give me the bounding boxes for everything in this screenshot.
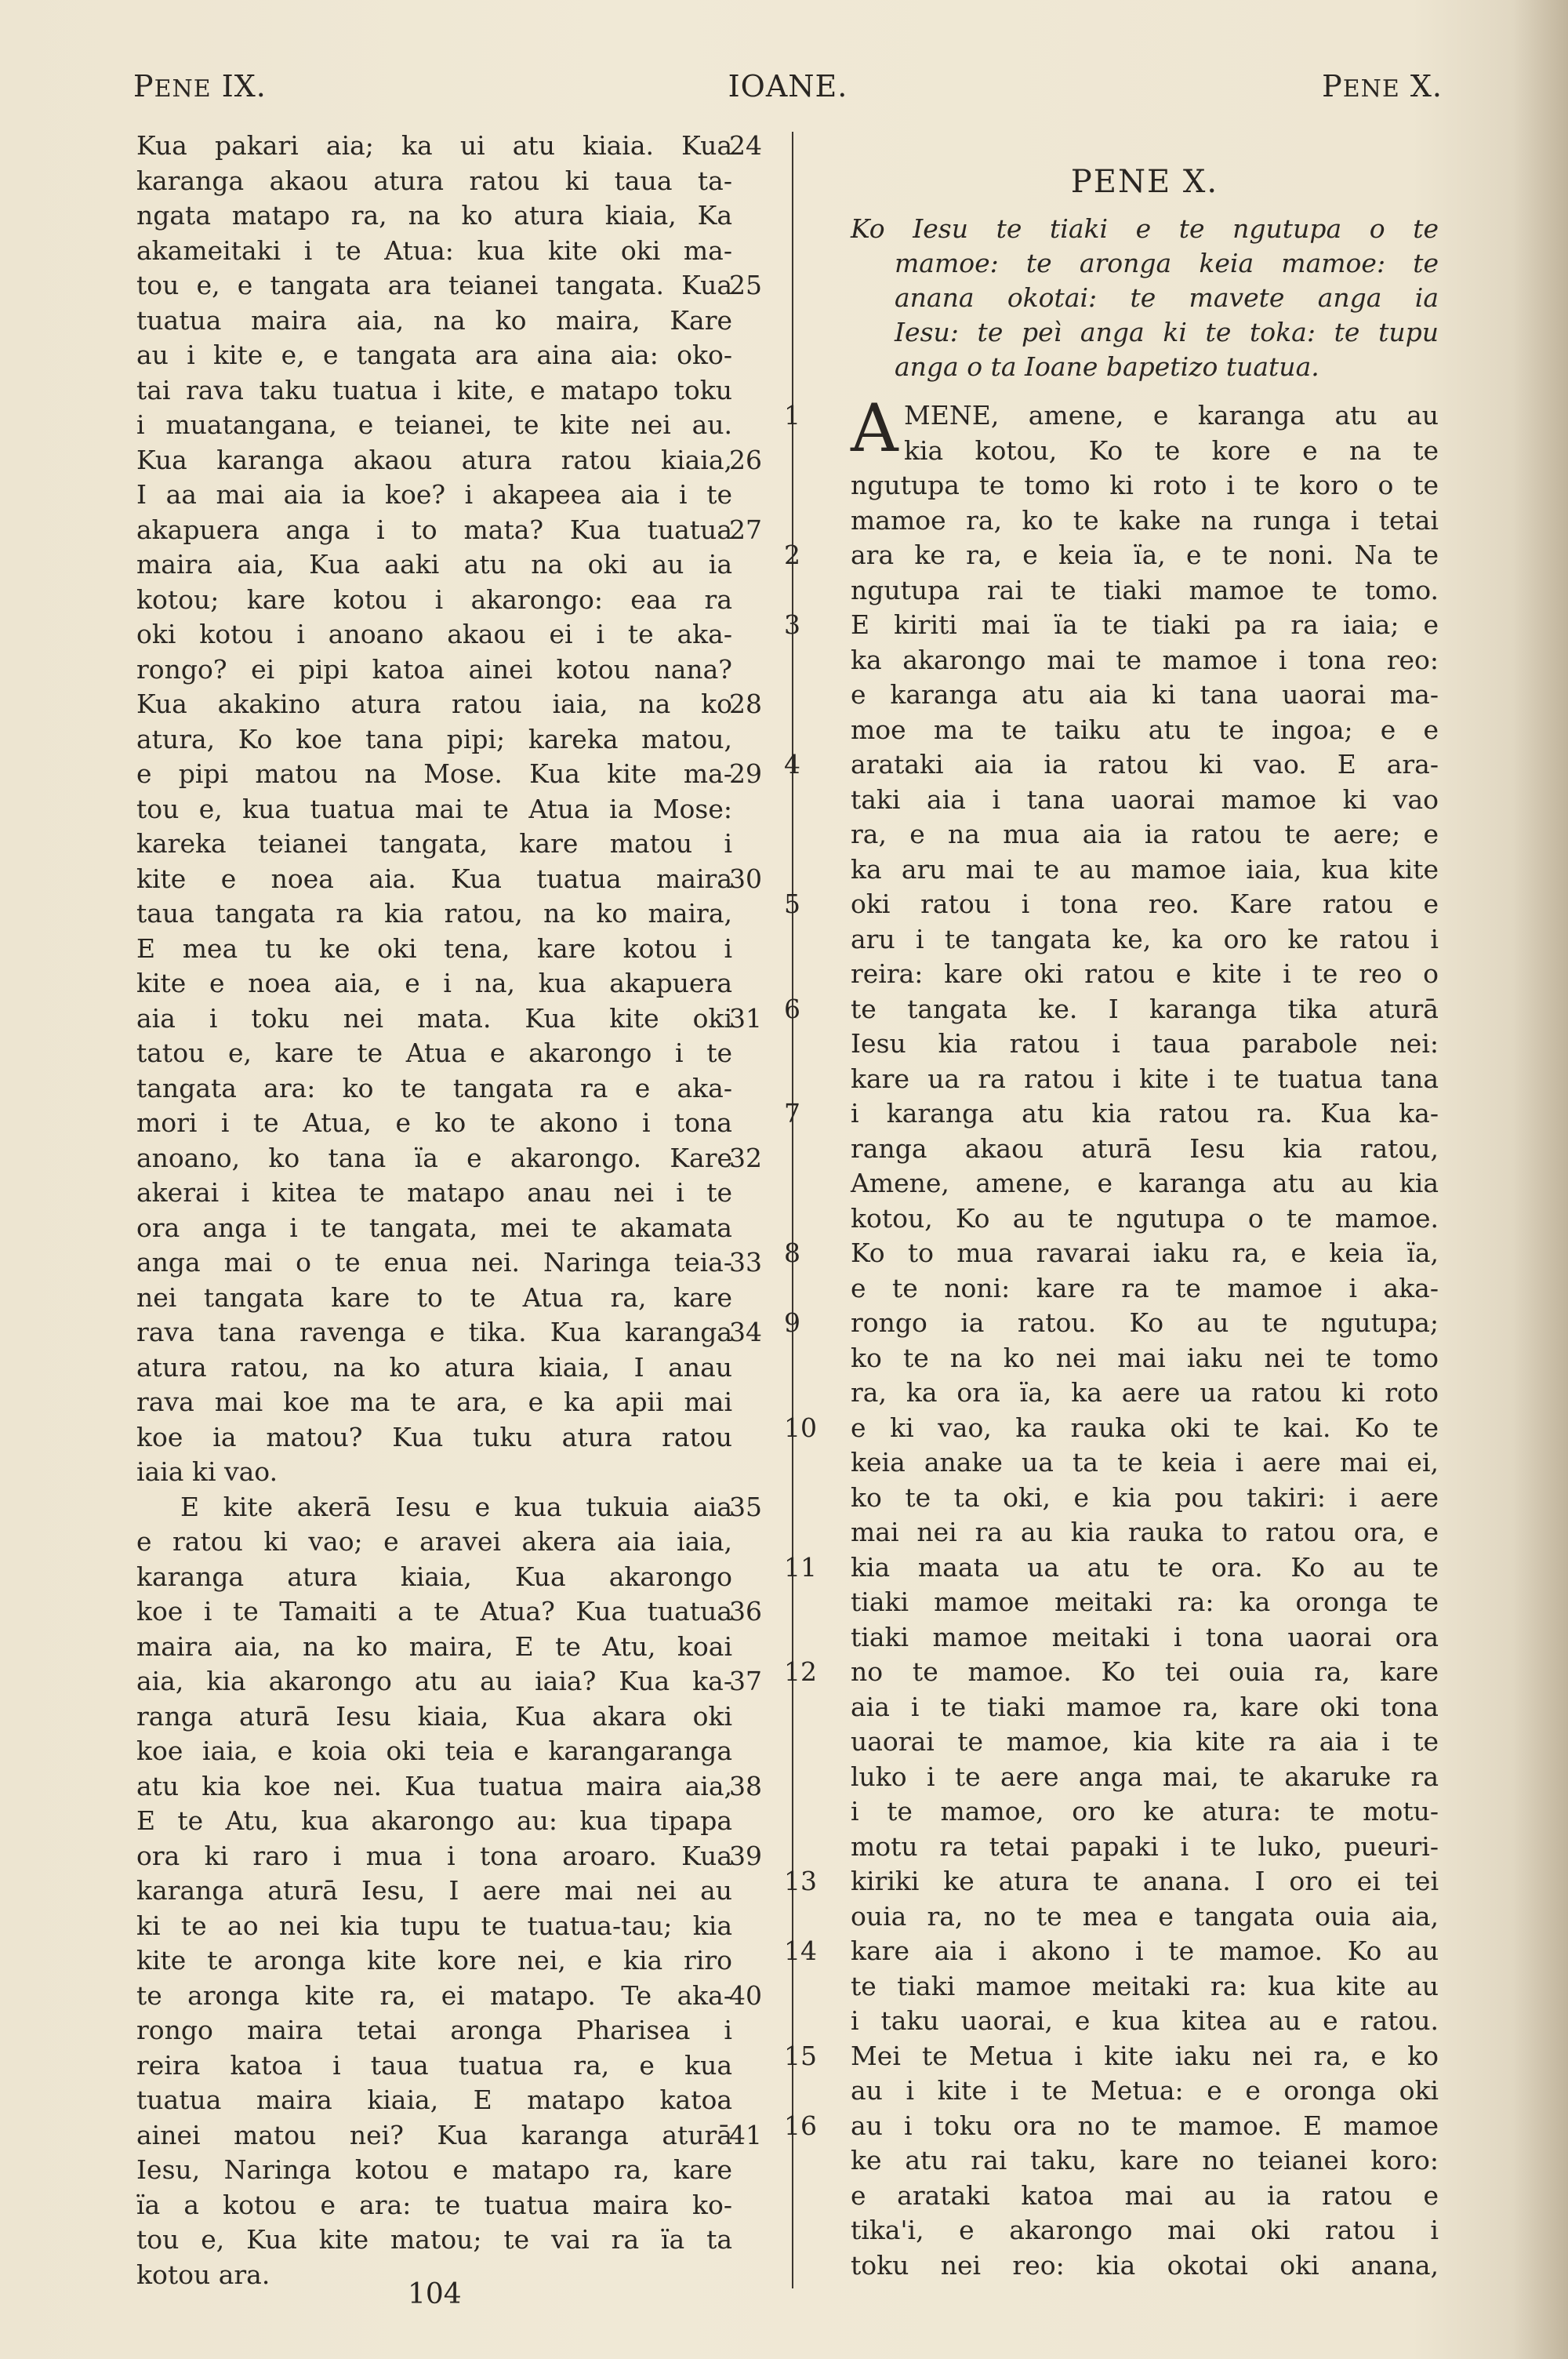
line-text: te tiaki mamoe meitaki ra: kua kite au	[851, 1970, 1439, 2001]
summary-line: anana okotai: te mavete anga ia	[895, 282, 1439, 313]
verse-number: 24	[729, 130, 762, 161]
text-line	[784, 1306, 1439, 1341]
line-text: koe ia matou? Kua tuku atura ratou	[136, 1421, 732, 1452]
header-left-prefix: P	[133, 69, 154, 104]
line-text: e pipi matou na Mose. Kua kite ma-	[136, 758, 732, 789]
line-text: Kua akakino atura ratou iaia, na ko	[136, 689, 732, 719]
text-line	[136, 687, 762, 722]
line-text: tou e, Kua kite matou; te vai ra ïa ta	[136, 2224, 732, 2255]
verse-number: 33	[729, 1247, 762, 1278]
verse-number: 2	[784, 540, 800, 570]
text-line	[136, 1734, 732, 1769]
line-text: akapuera anga i to mata? Kua tuatua	[136, 514, 732, 545]
line-text: no te mamoe. Ko tei ouia ra, kare	[851, 1656, 1439, 1687]
verse-number: 36	[729, 1596, 762, 1627]
text-line	[851, 1969, 1439, 2005]
text-line	[136, 1036, 732, 1071]
line-text: e ratou ki vao; e aravei akera aia iaia,	[136, 1526, 732, 1557]
text-line	[784, 1096, 1439, 1132]
line-text: koe iaia, e koia oki teia e karangaranga	[136, 1736, 732, 1766]
verse-number: 40	[729, 1979, 762, 2011]
text-line	[851, 1585, 1439, 1620]
line-text: anoano, ko tana ïa e akarongo. Kare	[136, 1142, 732, 1173]
verse-number: 15	[784, 2040, 817, 2071]
line-text: Ko to mua ravarai iaku ra, e keia ïa,	[851, 1238, 1439, 1268]
text-line	[136, 1176, 732, 1211]
line-text: kotou; kare kotou i akarongo: eaa ra	[136, 583, 732, 615]
text-line	[851, 678, 1439, 713]
text-line	[851, 2179, 1439, 2214]
verse-number: 26	[729, 444, 762, 475]
line-text: reira: kare oki ratou e kite i te reo o	[851, 958, 1439, 989]
verse-line	[851, 434, 1439, 469]
line-text: maira aia, Kua aaki atu na oki au ia	[136, 549, 732, 580]
line-text: rongo ia ratou. Ko au te ngutupa;	[851, 1307, 1439, 1338]
text-line	[136, 1630, 732, 1665]
line-text: ko te ta oki, e kia pou takiri: i aere	[851, 1481, 1439, 1513]
text-line	[136, 583, 732, 618]
line-text: reira katoa i taua tuatua ra, e kua	[136, 2049, 732, 2081]
text-line	[851, 2143, 1439, 2179]
text-line	[851, 922, 1439, 958]
line-text: oki ratou i tona reo. Kare ratou e	[851, 889, 1439, 919]
text-line	[851, 1271, 1439, 1307]
text-line	[136, 1804, 732, 1839]
verse-number: 7	[784, 1098, 800, 1129]
text-line	[784, 1655, 1439, 1690]
text-line	[136, 1455, 732, 1490]
line-text: anga mai o te enua nei. Naringa teia-	[136, 1247, 732, 1278]
text-line	[136, 827, 732, 862]
line-text: au i kite i te Metua: e e oronga oki	[851, 2075, 1439, 2106]
text-line	[784, 2039, 1439, 2074]
verse-number: 16	[784, 2110, 817, 2141]
text-line	[851, 957, 1439, 992]
text-line	[136, 268, 762, 304]
line-text: atura, Ko koe tana pipi; kareka matou,	[136, 723, 732, 754]
line-text: ara ke ra, e keia ïa, e te noni. Na te	[851, 540, 1439, 570]
line-text: kia maata ua atu te ora. Ko au te	[851, 1551, 1439, 1583]
line-text: maira aia, na ko maira, E te Atu, koai	[136, 1630, 732, 1662]
line-text: ra, e na mua aia ia ratou te aere; e	[851, 819, 1439, 849]
text-line	[851, 2213, 1439, 2248]
line-text: karanga akaou atura ratou ki taua ta-	[136, 165, 732, 196]
verse-number: 38	[729, 1770, 762, 1801]
text-line	[136, 1909, 732, 1944]
text-line	[784, 992, 1439, 1027]
running-header	[133, 69, 1443, 116]
text-line	[851, 1062, 1439, 1097]
text-line	[136, 1979, 762, 2014]
line-text: motu ra tetai papaki i te luko, pueuri-	[851, 1830, 1439, 1862]
text-line	[136, 896, 732, 932]
line-text: taki aia i tana uaorai mamoe ki vao	[851, 783, 1439, 815]
line-text: e arataki katoa mai au ia ratou e	[851, 2179, 1439, 2211]
verse-number: 1	[784, 400, 800, 431]
text-line	[851, 503, 1439, 539]
line-text: ki te ao nei kia tupu te tuatua-tau; kia	[136, 1910, 732, 1941]
line-text: E mea tu ke oki tena, kare kotou i	[136, 932, 732, 964]
line-text: tai rava taku tuatua i kite, e matapo toku	[136, 374, 732, 405]
summary-line: anga o ta Ioane bapetizo tuatua.	[895, 351, 1319, 382]
summary-line: Ko Iesu te tiaki e te ngutupa o te	[851, 213, 1439, 244]
text-line	[784, 608, 1439, 643]
text-line	[136, 2083, 732, 2118]
text-line	[136, 1211, 732, 1246]
line-text: Kua pakari aia; ka ui atu kiaia. Kua	[136, 130, 732, 161]
page-number: 104	[408, 2278, 462, 2310]
text-line	[136, 234, 732, 269]
text-line	[784, 538, 1439, 573]
text-line	[136, 547, 732, 583]
line-text: rava tana ravenga e tika. Kua karanga	[136, 1317, 732, 1347]
line-text: rongo maira tetai aronga Pharisea i	[136, 2015, 732, 2045]
line-text: I aa mai aia ia koe? i akapeea aia i te	[136, 479, 732, 510]
verse-text: MENE, amene, e karanga atu au	[904, 400, 1439, 431]
line-text: ngata matapo ra, na ko atura kiaia, Ka	[136, 200, 732, 231]
text-line	[851, 643, 1439, 678]
verse-number: 39	[729, 1840, 762, 1871]
text-line	[136, 2188, 732, 2223]
line-text: karanga atura kiaia, Kua akarongo	[136, 1561, 732, 1592]
line-text: iaia ki vao.	[136, 1456, 278, 1487]
text-line	[851, 817, 1439, 852]
line-text: ïa a kotou e ara: te tuatua maira ko-	[136, 2189, 732, 2220]
text-line	[851, 1515, 1439, 1550]
header-left-small: ENE	[154, 75, 212, 103]
line-text: atura ratou, na ko atura kiaia, I anau	[136, 1351, 732, 1383]
verse-number: 29	[729, 758, 762, 789]
line-text: Mei te Metua i kite iaku nei ra, e ko	[851, 2040, 1439, 2071]
line-text: ka aru mai te au mamoe iaia, kua kite	[851, 853, 1439, 885]
text-line	[136, 1141, 762, 1176]
line-text: ko te na ko nei mai iaku nei te tomo	[851, 1342, 1439, 1373]
right-column-lines	[784, 468, 1439, 2283]
line-text: ke atu rai taku, kare no teianei koro:	[851, 2145, 1439, 2175]
line-text: i karanga atu kia ratou ra. Kua ka-	[851, 1098, 1439, 1129]
line-text: Iesu kia ratou i taua parabole nei:	[851, 1028, 1439, 1059]
line-text: akameitaki i te Atua: kua kite oki ma-	[136, 234, 732, 266]
text-line	[136, 1839, 762, 1874]
line-text: i taku uaorai, e kua kitea au e ratou.	[851, 2005, 1439, 2036]
verse-number: 30	[729, 863, 762, 894]
text-line	[136, 1001, 762, 1037]
line-text: tiaki mamoe meitaki i tona uaorai ora	[851, 1621, 1439, 1652]
drop-cap: A	[851, 390, 898, 467]
verse-number: 3	[784, 609, 800, 640]
line-text: aia i te tiaki mamoe ra, kare oki tona	[851, 1691, 1439, 1722]
text-line	[851, 1166, 1439, 1201]
left-column	[136, 129, 762, 2292]
line-text: aru i te tangata ke, ka oro ke ratou i	[851, 923, 1439, 954]
text-line	[136, 1350, 732, 1386]
line-text: tiaki mamoe meitaki ra: ka oronga te	[851, 1587, 1439, 1617]
text-line	[851, 1725, 1439, 1760]
line-text: kite te aronga kite kore nei, e kia riro	[136, 1945, 732, 1976]
verse-text: kia kotou, Ko te kore e na te	[904, 434, 1439, 466]
text-line	[136, 1281, 732, 1316]
line-text: au i toku ora no te mamoe. E mamoe	[851, 2110, 1439, 2141]
line-text: tangata ara: ko te tangata ra e aka-	[136, 1072, 732, 1103]
verse-number: 35	[729, 1491, 762, 1522]
line-text: ranga akaou aturā Iesu kia ratou,	[851, 1132, 1439, 1164]
page-edge-shadow	[1513, 0, 1568, 2359]
header-right-small: ENE	[1342, 75, 1400, 103]
header-right-num: X.	[1410, 69, 1443, 104]
header-center: IOANE.	[728, 69, 848, 104]
text-line	[136, 966, 732, 1001]
verse-number: 5	[784, 889, 800, 919]
line-text: kiriki ke atura te anana. I oro ei tei	[851, 1866, 1439, 1896]
verse-number: 37	[729, 1666, 762, 1696]
verse-number: 41	[729, 2119, 762, 2150]
chapter-title: PENE X.	[1070, 164, 1219, 200]
line-text: luko i te aere anga mai, te akaruke ra	[851, 1761, 1439, 1792]
verse-number: 32	[729, 1142, 762, 1173]
text-line	[136, 2118, 762, 2154]
text-line	[136, 304, 732, 339]
summary-line: Iesu: te peì anga ki te toka: te tupu	[895, 317, 1439, 347]
text-line	[136, 373, 732, 409]
text-line	[136, 757, 762, 792]
line-text: mamoe ra, ko te kake na runga i tetai	[851, 504, 1439, 536]
line-text: nei tangata kare to te Atua ra, kare	[136, 1281, 732, 1313]
text-line	[851, 1341, 1439, 1376]
text-line	[136, 338, 732, 373]
line-text: aia, kia akarongo atu au iaia? Kua ka-	[136, 1666, 732, 1696]
text-line	[851, 1899, 1439, 1935]
line-text: moe ma te taiku atu te ingoa; e e	[851, 714, 1439, 745]
text-line	[851, 1445, 1439, 1481]
text-line	[136, 1699, 732, 1735]
line-text: E te Atu, kua akarongo au: kua tipapa	[136, 1805, 732, 1836]
line-text: taua tangata ra kia ratou, na ko maira,	[136, 898, 732, 929]
text-line	[136, 164, 732, 199]
text-line	[136, 443, 762, 478]
line-text: atu kia koe nei. Kua tuatua maira aia,	[136, 1770, 732, 1801]
summary-line: mamoe: te aronga keia mamoe: te	[895, 248, 1439, 278]
line-text: tou e, e tangata ara teianei tangata. Kua	[136, 270, 732, 300]
line-text: aia i toku nei mata. Kua kite oki	[136, 1002, 732, 1034]
line-text: akerai i kitea te matapo anau nei i te	[136, 1177, 732, 1208]
text-line	[851, 1690, 1439, 1725]
line-text: ngutupa rai te tiaki mamoe te tomo.	[851, 574, 1439, 605]
line-text: tatou e, kare te Atua e akarongo i te	[136, 1038, 732, 1068]
header-right	[1322, 69, 1443, 104]
text-line	[851, 2074, 1439, 2109]
right-column	[784, 129, 1439, 2283]
line-text: oki kotou i anoano akaou ei i te aka-	[136, 619, 732, 649]
text-line	[851, 1376, 1439, 1411]
verse-number: 25	[729, 270, 762, 300]
text-line	[851, 783, 1439, 818]
text-line	[136, 129, 762, 164]
line-text: Iesu, Naringa kotou e matapo ra, kare	[136, 2154, 732, 2185]
text-line	[851, 852, 1439, 888]
text-line	[136, 2013, 732, 2048]
text-line	[784, 1864, 1439, 1899]
verse-number: 12	[784, 1656, 817, 1687]
text-line	[136, 1594, 762, 1630]
line-text: E kite akerā Iesu e kua tukuia aia	[180, 1491, 732, 1522]
verse-number: 14	[784, 1936, 817, 1966]
line-text: keia anake ua ta te keia i aere mai ei,	[851, 1447, 1439, 1478]
text-line	[136, 1769, 762, 1805]
text-line	[851, 1027, 1439, 1062]
text-line	[136, 478, 732, 513]
line-text: kotou ara.	[136, 2259, 270, 2290]
line-text: kite e noea aia, e i na, kua akapuera	[136, 968, 732, 998]
text-line	[136, 932, 732, 967]
line-text: te aronga kite ra, ei matapo. Te aka-	[136, 1979, 732, 2011]
text-line	[136, 1420, 732, 1456]
verse-number: 13	[784, 1866, 817, 1896]
line-text: e ki vao, ka rauka oki te kai. Ko te	[851, 1412, 1439, 1443]
line-text: Kua karanga akaou atura ratou kiaia,	[136, 444, 732, 475]
text-line	[851, 468, 1439, 503]
header-left-num: IX.	[221, 69, 267, 104]
text-line	[851, 1620, 1439, 1656]
text-line	[136, 862, 762, 897]
line-text: ainei matou nei? Kua karanga aturā	[136, 2119, 732, 2150]
chapter-summary	[851, 212, 1439, 384]
line-text: au i kite e, e tangata ara aina aia: oko-	[136, 340, 732, 370]
line-text: i te mamoe, oro ke atura: te motu-	[851, 1796, 1439, 1826]
text-line	[136, 2223, 732, 2258]
line-text: toku nei reo: kia okotai oki anana,	[851, 2249, 1439, 2281]
line-text: e te noni: kare ra te mamoe i aka-	[851, 1272, 1439, 1303]
line-text: koe i te Tamaiti a te Atua? Kua tuatua	[136, 1596, 732, 1627]
verse-number: 9	[784, 1307, 800, 1338]
text-line	[784, 1411, 1439, 1446]
line-text: ora anga i te tangata, mei te akamata	[136, 1212, 732, 1243]
line-text: kite e noea aia. Kua tuatua maira	[136, 863, 732, 894]
text-line	[851, 1481, 1439, 1516]
text-line	[784, 1550, 1439, 1586]
line-text: rongo? ei pipi katoa ainei kotou nana?	[136, 653, 732, 685]
line-text: e karanga atu aia ki tana uaorai ma-	[851, 679, 1439, 710]
text-line	[136, 198, 732, 234]
line-text: kare aia i akono i te mamoe. Ko au	[851, 1936, 1439, 1966]
text-line	[851, 1132, 1439, 1167]
verse-number: 6	[784, 993, 800, 1024]
line-text: ranga aturā Iesu kiaia, Kua akara oki	[136, 1700, 732, 1732]
verse-number: 4	[784, 749, 800, 780]
line-text: kareka teianei tangata, kare matou i	[136, 828, 732, 859]
text-line	[851, 1760, 1439, 1795]
line-text: rava mai koe ma te ara, e ka apii mai	[136, 1387, 732, 1417]
text-line	[136, 513, 762, 548]
verse-number: 31	[729, 1002, 762, 1034]
line-text: tuatua maira kiaia, E matapo katoa	[136, 2085, 732, 2115]
line-text: mori i te Atua, e ko te akono i tona	[136, 1107, 732, 1138]
text-line	[136, 1245, 762, 1281]
verse-number: 27	[729, 514, 762, 545]
text-line	[136, 1560, 732, 1595]
text-line	[136, 722, 732, 758]
line-text: kotou, Ko au te ngutupa o te mamoe.	[851, 1202, 1439, 1234]
text-line	[136, 1525, 732, 1560]
line-text: tou e, kua tuatua mai te Atua ia Mose:	[136, 793, 732, 824]
line-text: Amene, amene, e karanga atu au kia	[851, 1168, 1439, 1198]
text-line	[136, 617, 732, 652]
line-text: te tangata ke. I karanga tika aturā	[851, 993, 1439, 1024]
text-line	[136, 792, 732, 827]
line-text: ngutupa te tomo ki roto i te koro o te	[851, 470, 1439, 500]
text-line	[136, 1943, 732, 1979]
text-line	[136, 2153, 732, 2188]
text-line	[136, 408, 732, 443]
text-line	[851, 2004, 1439, 2039]
line-text: ouia ra, no te mea e tangata ouia aia,	[851, 1900, 1439, 1932]
text-line	[851, 1794, 1439, 1830]
verse-number: 28	[729, 689, 762, 719]
text-line	[784, 2109, 1439, 2144]
line-text: uaorai te mamoe, kia kite ra aia i te	[851, 1726, 1439, 1757]
line-text: i muatangana, e teianei, te kite nei au.	[136, 409, 732, 440]
verse-number: 34	[729, 1317, 762, 1347]
text-line	[136, 2048, 732, 2084]
text-line	[136, 1385, 732, 1420]
verse-number: 10	[784, 1412, 817, 1443]
text-line	[851, 2248, 1439, 2284]
header-right-prefix: P	[1322, 69, 1343, 104]
line-text: arataki aia ia ratou ki vao. E ara-	[851, 749, 1439, 780]
line-text: mai nei ra au kia rauka to ratou ora, e	[851, 1517, 1439, 1547]
text-line	[136, 1664, 762, 1699]
line-text: E kiriti mai ïa te tiaki pa ra iaia; e	[851, 609, 1439, 640]
text-line	[136, 1315, 762, 1350]
text-line	[136, 1106, 732, 1141]
line-text: kare ua ra ratou i kite i te tuatua tana	[851, 1063, 1439, 1094]
text-line	[784, 1236, 1439, 1271]
line-text: ra, ka ora ïa, ka aere ua ratou ki roto	[851, 1377, 1439, 1408]
text-line	[136, 652, 732, 688]
text-line	[136, 1874, 732, 1909]
line-text: ka akarongo mai te mamoe i tona reo:	[851, 644, 1439, 675]
verse-number: 8	[784, 1238, 800, 1268]
text-line	[851, 1830, 1439, 1865]
text-line	[851, 573, 1439, 609]
text-line	[784, 1934, 1439, 1969]
line-text: ora ki raro i mua i tona aroaro. Kua	[136, 1840, 732, 1871]
text-line	[136, 1071, 732, 1107]
text-line	[851, 713, 1439, 748]
text-line	[851, 1201, 1439, 1237]
line-text: tika'i, e akarongo mai oki ratou i	[851, 2215, 1439, 2245]
text-line	[136, 1490, 762, 1525]
line-text: karanga aturā Iesu, I aere mai nei au	[136, 1875, 732, 1906]
text-line	[784, 747, 1439, 783]
verse-number: 11	[784, 1551, 817, 1583]
line-text: tuatua maira aia, na ko maira, Kare	[136, 304, 732, 336]
text-line	[784, 887, 1439, 922]
